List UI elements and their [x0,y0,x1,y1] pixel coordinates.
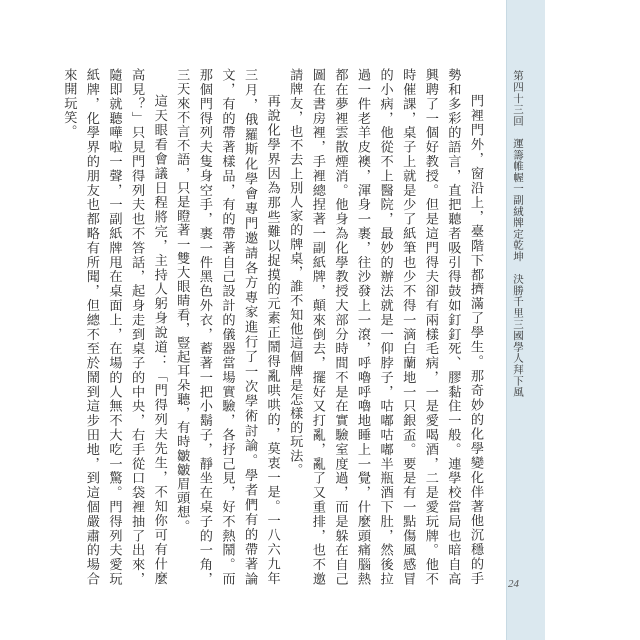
paragraph: 門裡門外，窗沿上，臺階下都擠滿了學生。那奇妙的化學變化伴著他沉穩的手勢和多彩的語言，直把聽者吸引得鼓如釘釘死、膠黏住一般。連學校當局也暗自高興聘了一個好教授。但是這門得夫卻有兩樣毛病，一是愛喝酒，二是愛玩牌。他不時催課，桌子上就是少了紙筆也少不得一滴白蘭地一只銀盃。要是有一點傷風感冒的小病，他從不上醫院，最妙的辦法就是一仰脖子，咕嘟咕嘟半瓶酒下肚，然後拉過一件老羊皮襖，渾身一裹，往沙發上一滾，呼嚕呼嚕地睡上一覺，什麼頭痛腦熱都在夢裡雲散煙消。他身為化學教授大部分時間不是在實驗室度過，而是躲在自己圖在書房裡，手裡總捏著一副紙牌，顛來倒去，擺好又打亂，亂了又重排，也不邀請牌友，也不去上別人家的牌桌，誰不知他這個牌是怎樣的玩法。 [287,68,483,586]
paragraph: 這天眼看會議日程將完，主持人躬身說道：「門得列夫先生，不知你可有什麼高見？」只見門得列夫也不答話，起身走到桌子的中央，右手從口袋裡抽了出來，隨即就聽嘩啦一聲，一副紙牌甩在桌面上，在場的人無不大吃一驚。門得列夫愛玩紙牌，化學界的朋友也都略有所聞，但總不至於鬧到這步田地，到這個嚴肅的場合來開玩笑。 [61,68,167,586]
page-number: 24 [508,578,519,590]
body-text [61,68,486,586]
chapter-title: 第四十三回 運籌帷幄一副絨牌定乾坤 決勝千里三國學人拜下風 [512,70,524,398]
paragraph: 再說化學界因為那些難以捉摸的元素正鬧得亂哄哄的，莫衷一是。一八六九年三月，俄羅斯化學會專門邀請各方專家進行了一次學術討論。學者們有的帶著論文，有的帶著樣品，有的帶著自己設計的儀器當場實驗，各抒己見，好不熱鬧。而那個門得列夫隻身空手，裹一件黑色外衣，蓄著一把小鬍子，靜坐在桌子的一角，三天來不言不語，只是瞪著一雙大眼睛看，豎起耳朵聽，有時皺皺眉頭想。 [174,68,280,586]
